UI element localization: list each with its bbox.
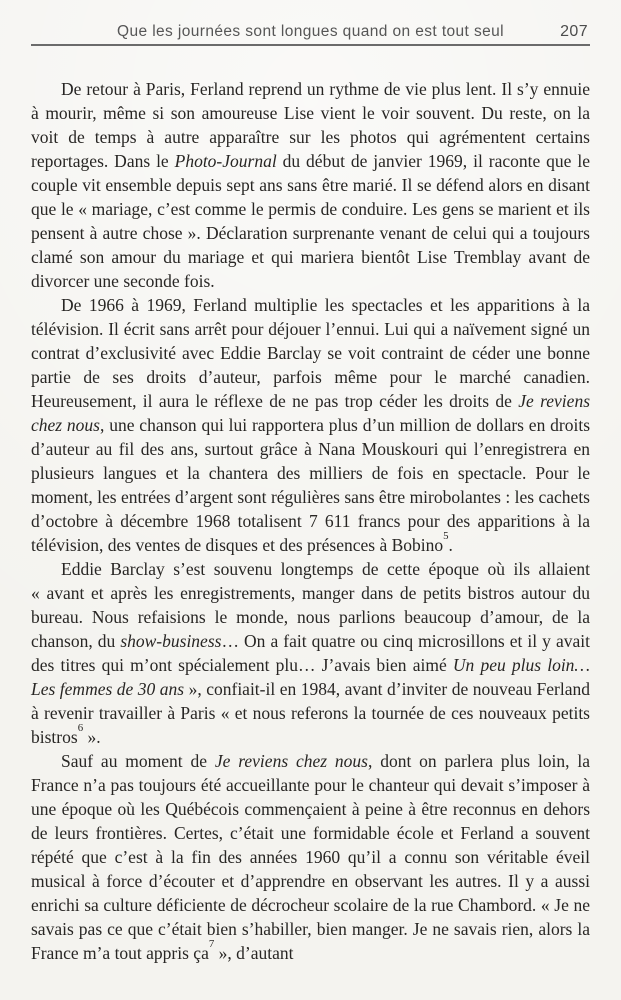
body-text	[31, 77, 590, 965]
running-title: Que les journées sont longues quand on est tout seul	[116, 23, 505, 40]
paragraph: De 1966 à 1969, Ferland multiplie les spectacles et les apparitions à la télévision. Il écrit sans arrêt pour déjouer l’ennui. Lui qui a naïvement signé un contrat d’exclusivité avec Eddie Barclay se voit contraint de céder une bonne partie de ses droits d’auteur, parfois même pour le marché canadien. Heureusement, il aura le réflexe de ne pas trop céder les droits de Je reviens chez nous, une chanson qui lui rapportera plus d’un million de dollars en droits d’auteur au fil des ans, surtout grâce à Nana Mouskouri qui l’enregistrera en plusieurs langues et la chantera des milliers de fois en spectacle. Pour le moment, les entrées d’argent sont régulières sans être mirobolantes : les cachets d’octobre à décembre 1968 totalisent 7 611 francs pour des apparitions à la télévision, des ventes de disques et des présences à Bobino$^5$.	[31, 295, 591, 555]
italic-text: show-business	[120, 631, 222, 651]
italic-text: Je reviens chez nous	[31, 391, 591, 435]
paragraph: Sauf au moment de Je reviens chez nous, dont on parlera plus loin, la France n’a pas toujours été accueillante pour le chanteur qui devait s’imposer à une époque où les Québécois commençaient à peine à être reconnus en dehors de leurs frontières. Certes, c’était une formidable école et Ferland a souvent répété que c’est à la fin des années 1960 qu’il a connu son véritable éveil musical à force d’écouter et d’apprendre en observant les autres. Il y a aussi enrichi sa culture déficiente de décrocheur scolaire de la rue Chambord. « Je ne savais pas ce que c’était bien s’habiller, bien manger. Je ne savais rien, alors la France m’a tout appris $ça^7$ », d’autant	[31, 751, 591, 963]
footnote-reference: 7	[208, 937, 215, 950]
footnote-reference: 6	[77, 721, 84, 734]
italic-text: Photo-Journal	[174, 151, 277, 171]
paragraph: Eddie Barclay s’est souvenu longtemps de cette époque où ils allaient « avant et après les enregistrements, manger dans de petits bistros autour du bureau. Nous refaisions le monde, nous parlions beaucoup d’amour, de la chanson, du show-business… On a fait quatre ou cinq microsillons et il y avait des titres qui m’ont spécialement plu… J’avais bien aimé Un peu plus loin… Les femmes de 30 ans », confiait-il en 1984, avant d’inviter de nouveau Ferland à revenir travailler à Paris « et nous referons la tournée de ces nouveaux petits bistros$^6$ ».	[31, 559, 590, 747]
page-number: 207	[560, 23, 588, 40]
footnote-reference: 5	[443, 529, 449, 542]
italic-text: Un peu plus loin… Les femmes de 30 ans	[31, 655, 590, 699]
italic-text: Je reviens chez nous	[214, 751, 368, 771]
page-header	[31, 20, 590, 46]
paragraph: De retour à Paris, Ferland reprend un rythme de vie plus lent. Il s’y ennuie à mourir, même si son amoureuse Lise vient le voir souvent. Du reste, on la voit de temps à autre apparaître sur les photos qui agrémentent certains reportages. Dans le Photo-Journal du début de janvier 1969, il raconte que le couple vit ensemble depuis sept ans sans être marié. Il se défend alors en disant que le « mariage, c’est comme le permis de conduire. Les gens se marient et ils pensent à autre chose ». Déclaration surprenante venant de celui qui a toujours clamé son amour du mariage et qui mariera bientôt Lise Tremblay avant de divorcer une seconde fois.	[31, 79, 590, 291]
